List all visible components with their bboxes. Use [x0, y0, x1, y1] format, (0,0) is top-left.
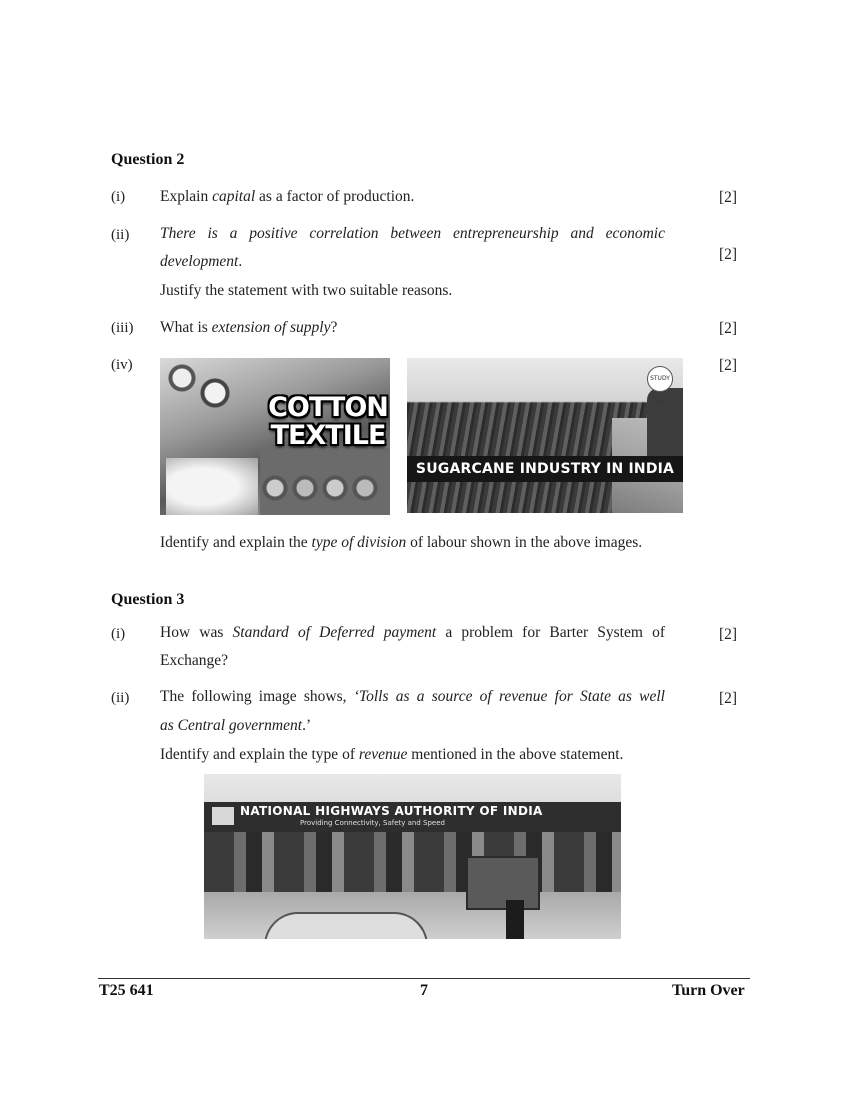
q3-ii-text-line2: as Central government.’ — [160, 717, 312, 734]
q3-ii-text-line3: Identify and explain the type of revenue mentioned in the above statement. — [160, 746, 624, 763]
q2-iv-text: Identify and explain the type of division of labour shown in the above images. — [160, 534, 643, 551]
q2-ii-text-line2: development. — [160, 253, 243, 270]
q2-i-marks: [2] — [719, 189, 738, 206]
question-3-title: Question 3 — [111, 591, 185, 608]
sugarcane-caption: SUGARCANE INDUSTRY IN INDIA — [407, 456, 683, 482]
q3-i-number: (i) — [111, 626, 126, 642]
q2-ii-marks: [2] — [719, 246, 738, 263]
cotton-textile-caption: COTTON TEXTILE — [268, 392, 388, 451]
cotton-bale — [166, 458, 258, 515]
car — [264, 912, 428, 939]
page-number: 7 — [420, 982, 428, 999]
q3-ii-marks: [2] — [719, 690, 738, 707]
q2-ii-text-line1: There is a positive correlation between entrepreneurship and economic — [160, 225, 665, 242]
q3-ii-text-line1: The following image shows, ‘Tolls as a source of revenue for State as well — [160, 688, 665, 705]
cotton-textile-image — [160, 358, 390, 515]
q3-i-text-line1: How was Standard of Deferred payment a problem for Barter System of — [160, 624, 665, 641]
q2-i-number: (i) — [111, 189, 126, 205]
q2-iv-marks: [2] — [719, 357, 738, 374]
toll-plaza-image — [204, 774, 621, 939]
q2-ii-number: (ii) — [111, 227, 130, 243]
q3-i-text-line2: Exchange? — [160, 652, 228, 669]
bollard — [506, 900, 524, 939]
q3-ii-number: (ii) — [111, 690, 130, 706]
question-2-title: Question 2 — [111, 151, 185, 168]
q3-i-marks: [2] — [719, 626, 738, 643]
paper-code: T25 641 — [99, 982, 154, 999]
truck — [466, 856, 540, 910]
q2-iii-number: (iii) — [111, 320, 134, 336]
sugarcane-industry-image — [407, 358, 683, 513]
toll-booths — [204, 832, 621, 892]
footer-rule — [98, 978, 750, 979]
turn-over: Turn Over — [672, 982, 745, 999]
nhai-subsign: Providing Connectivity, Safety and Speed — [300, 819, 445, 827]
q2-iv-number: (iv) — [111, 357, 133, 373]
nhai-sign: NATIONAL HIGHWAYS AUTHORITY OF INDIA — [240, 804, 543, 818]
q2-ii-text-line3: Justify the statement with two suitable reasons. — [160, 282, 453, 299]
q2-i-text: Explain capital as a factor of production. — [160, 188, 415, 205]
q2-iii-text: What is extension of supply? — [160, 319, 338, 336]
q2-iii-marks: [2] — [719, 320, 738, 337]
nhai-logo — [212, 807, 234, 825]
studyiq-logo: STUDY IQ — [647, 366, 673, 392]
fabric-rolls — [260, 448, 390, 515]
